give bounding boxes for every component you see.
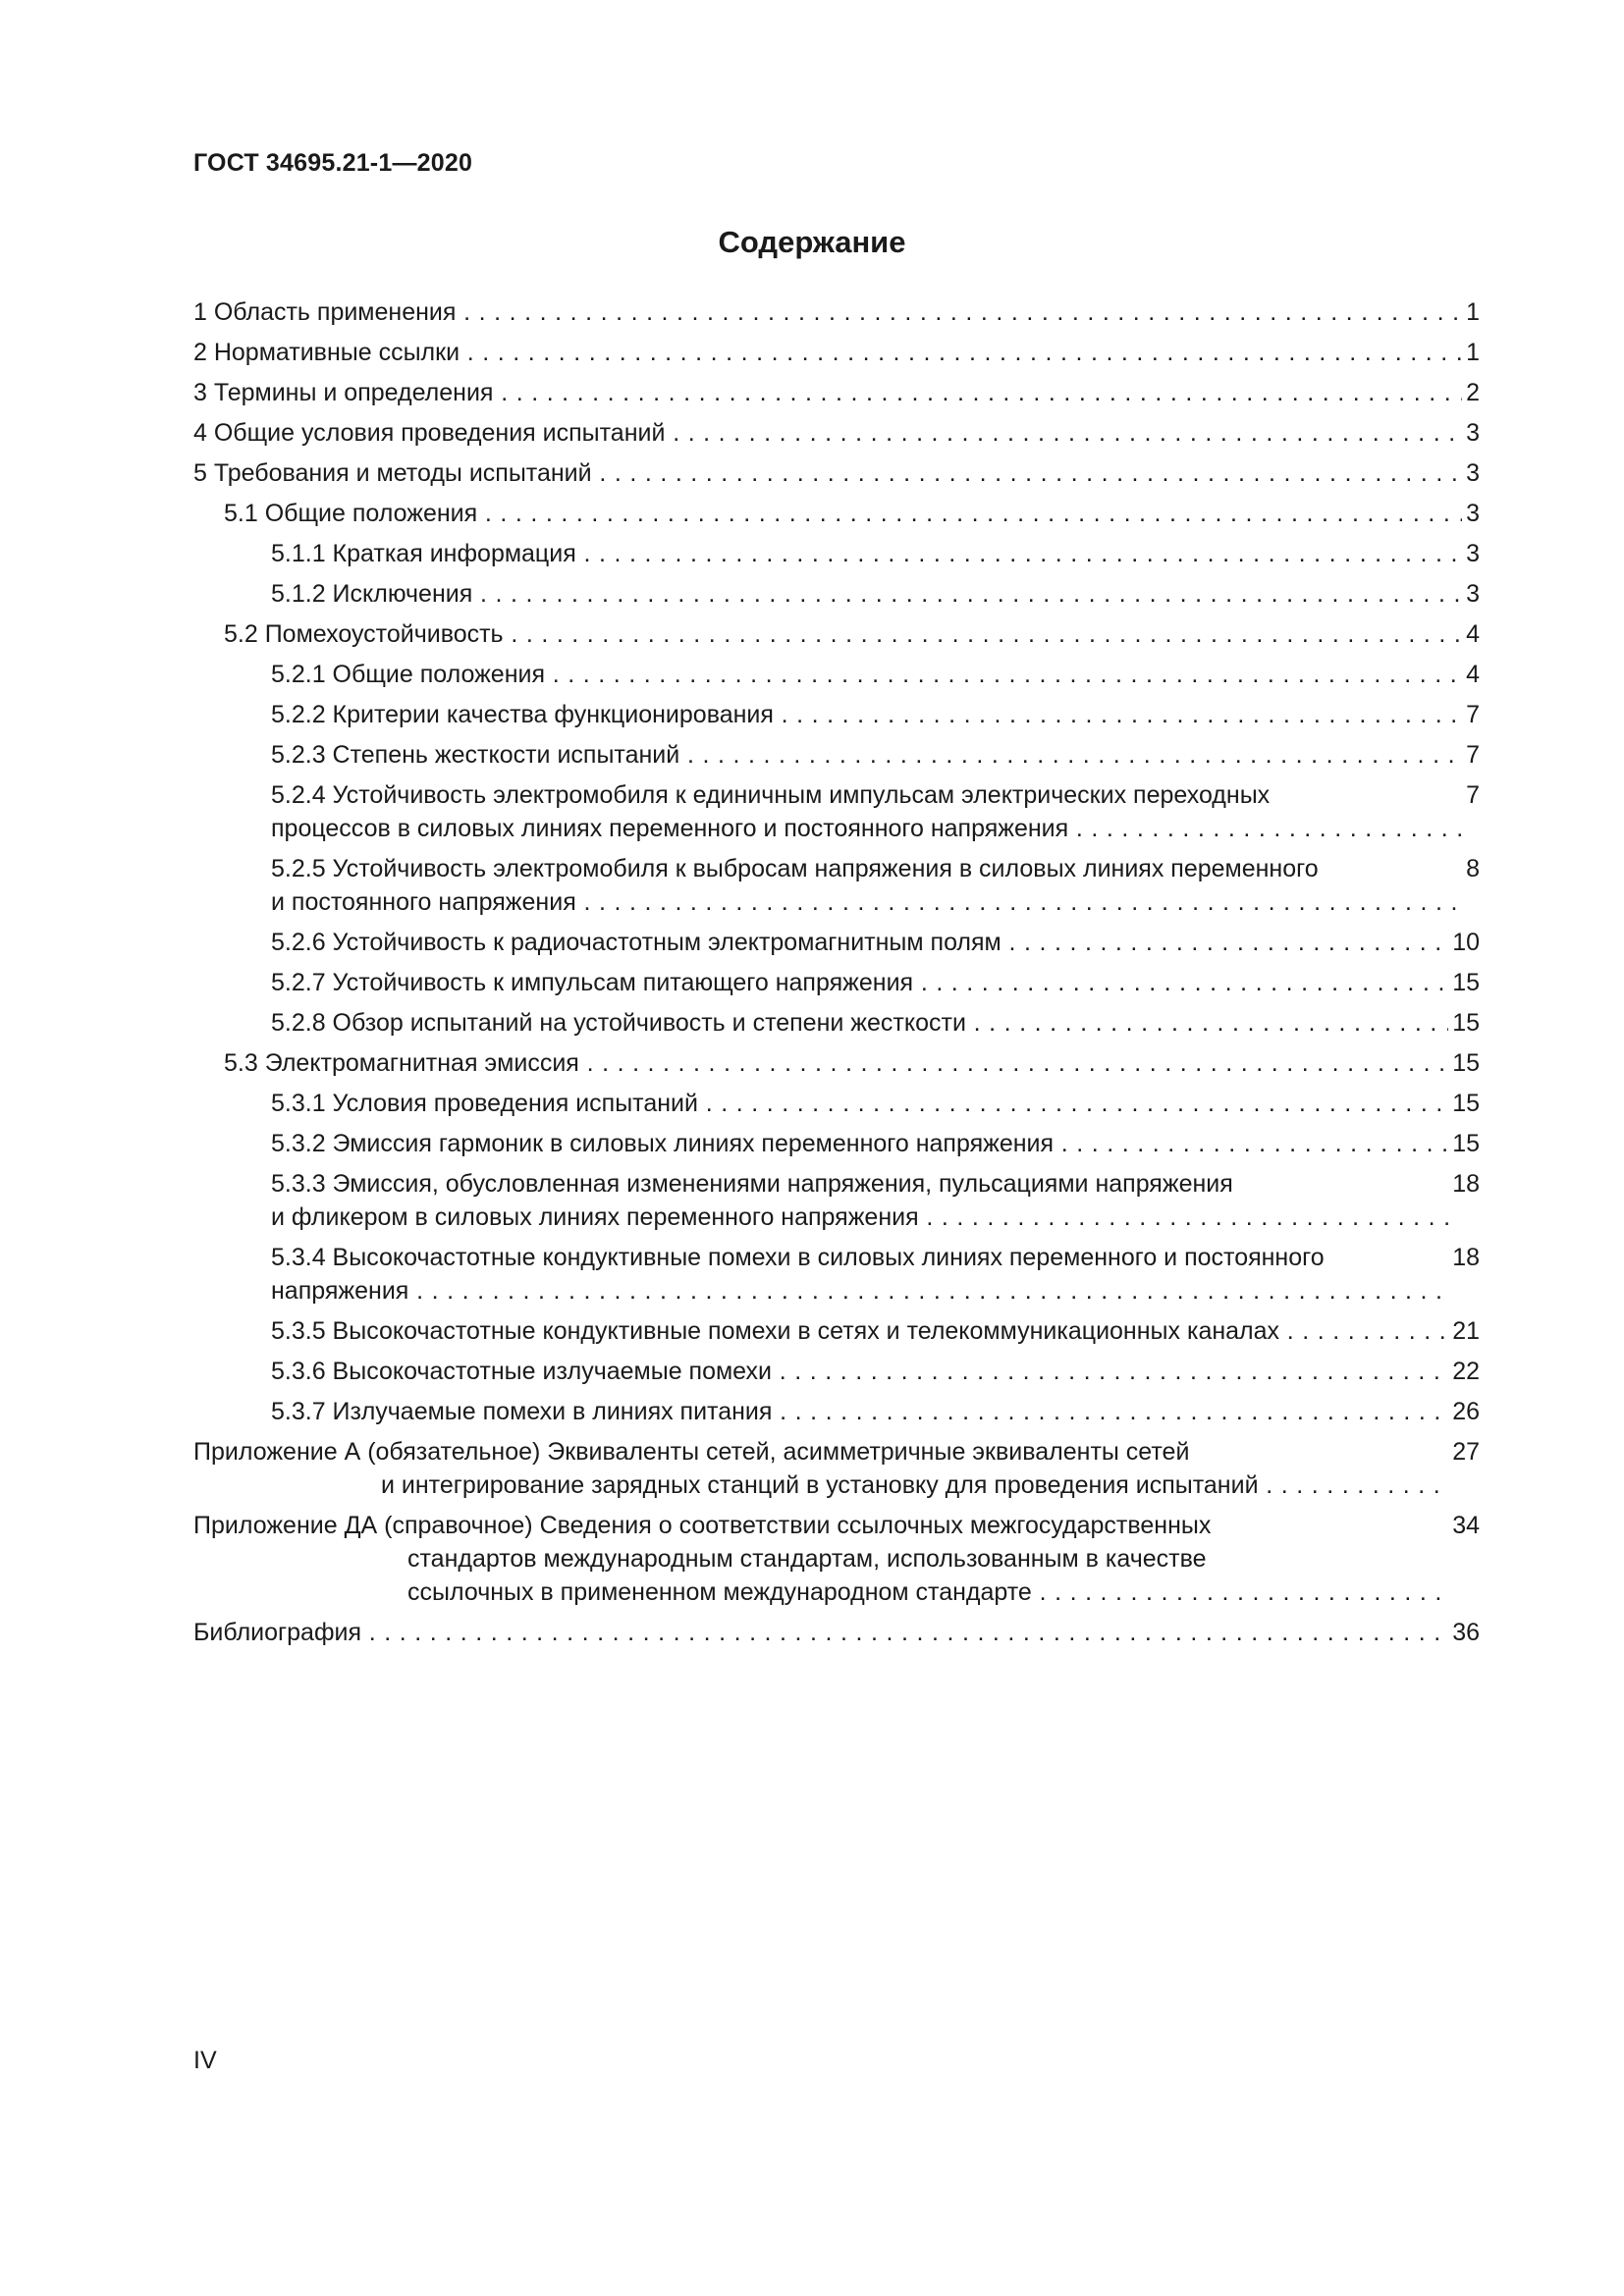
toc-entry-page: 26 — [1452, 1398, 1480, 1425]
toc-entry-page: 22 — [1452, 1358, 1480, 1385]
toc-entry[interactable] — [193, 1087, 1480, 1120]
toc-entry-title: 5.3.6 Высокочастотные излучаемые помехи . . . — [271, 1355, 1448, 1388]
toc-entry-page: 7 — [1466, 781, 1480, 809]
toc-entry[interactable] — [193, 416, 1480, 450]
toc-entry-page: 36 — [1452, 1619, 1480, 1646]
toc-entry-page: 7 — [1466, 741, 1480, 769]
toc-entry-appendix-a[interactable] — [193, 1435, 1480, 1502]
toc-entry[interactable] — [193, 336, 1480, 369]
toc-entry[interactable] — [193, 658, 1480, 691]
toc-entry-line: 5.2.4 Устойчивость электромобиля к единичным импульсам электрических переходных — [271, 781, 1271, 809]
toc-entry-page: 15 — [1452, 1090, 1480, 1117]
toc-entry[interactable] — [193, 1314, 1480, 1348]
toc-entry[interactable] — [193, 1355, 1480, 1388]
toc-entry-page: 2 — [1466, 379, 1480, 406]
toc-entry-page: 3 — [1466, 580, 1480, 608]
toc-entry-line: и интегрирование зарядных станций в установку для проведения испытаний . . . — [193, 1468, 1448, 1502]
toc-entry-title: 5.1.2 Исключения . . . — [271, 577, 1462, 611]
toc-entry-title: 1 Область применения . . . — [193, 295, 1462, 329]
toc-entry[interactable] — [193, 497, 1480, 530]
toc-entry-title: Библиография . . . — [193, 1616, 1448, 1649]
toc-entry-title: 5.3.5 Высокочастотные кондуктивные помехи в сетях и телекоммуникационных каналах . . . — [271, 1314, 1448, 1348]
toc-entry-page: 3 — [1466, 500, 1480, 527]
toc-entry[interactable] — [193, 456, 1480, 490]
toc-entry-line: процессов в силовых линиях переменного и постоянного напряжения . . . — [271, 812, 1462, 845]
toc-entry-page: 21 — [1452, 1317, 1480, 1345]
toc-entry-title — [193, 1509, 1448, 1609]
toc-entry[interactable] — [193, 1395, 1480, 1428]
page-title: Содержание — [718, 225, 906, 259]
toc-entry-title: 2 Нормативные ссылки . . . — [193, 336, 1462, 369]
toc-entry-page: 1 — [1466, 339, 1480, 366]
toc-entry-title — [271, 778, 1462, 845]
table-of-contents — [193, 295, 1480, 1656]
toc-entry-title: 5.1.1 Краткая информация . . . — [271, 537, 1462, 570]
toc-entry-title: 5.2.8 Обзор испытаний на устойчивость и степени жесткости . . . — [271, 1006, 1448, 1040]
toc-entry-page: 34 — [1452, 1512, 1480, 1539]
toc-entry-page: 3 — [1466, 459, 1480, 487]
toc-entry-title — [271, 1241, 1448, 1308]
toc-entry-appendix-da[interactable] — [193, 1509, 1480, 1609]
toc-entry[interactable] — [193, 738, 1480, 772]
toc-entry-title: 4 Общие условия проведения испытаний . . . — [193, 416, 1462, 450]
toc-entry-title: 3 Термины и определения . . . — [193, 376, 1462, 409]
page-number: IV — [193, 2047, 217, 2074]
toc-entry-title: 5.3.1 Условия проведения испытаний . . . — [271, 1087, 1448, 1120]
toc-entry-page: 3 — [1466, 540, 1480, 567]
toc-entry-line: и постоянного напряжения . . . — [271, 885, 1462, 919]
toc-entry[interactable] — [193, 852, 1480, 919]
toc-entry[interactable] — [193, 966, 1480, 999]
toc-entry[interactable] — [193, 617, 1480, 651]
toc-entry[interactable] — [193, 1167, 1480, 1234]
toc-entry-page: 15 — [1452, 969, 1480, 996]
toc-entry[interactable] — [193, 926, 1480, 959]
toc-entry-title: 5.1 Общие положения . . . — [224, 497, 1462, 530]
toc-entry-title: 5.3.7 Излучаемые помехи в линиях питания . . . — [271, 1395, 1448, 1428]
toc-entry-page: 18 — [1452, 1170, 1480, 1198]
toc-entry-line: и фликером в силовых линиях переменного напряжения . . . — [271, 1201, 1448, 1234]
toc-entry-line: 5.3.4 Высокочастотные кондуктивные помехи в силовых линиях переменного и постоянного — [271, 1244, 1325, 1271]
toc-entry[interactable] — [193, 698, 1480, 731]
toc-entry-line: напряжения . . . — [271, 1274, 1448, 1308]
toc-entry-page: 15 — [1452, 1049, 1480, 1077]
toc-entry-title: 5.2 Помехоустойчивость . . . — [224, 617, 1462, 651]
toc-entry-title: 5.2.1 Общие положения . . . — [271, 658, 1462, 691]
toc-entry-title: 5.2.2 Критерии качества функционирования . . . — [271, 698, 1462, 731]
toc-entry-line: Приложение А (обязательное) Эквиваленты сетей, асимметричные эквиваленты сетей — [193, 1438, 1190, 1466]
toc-entry-page: 15 — [1452, 1009, 1480, 1037]
toc-entry-line: Приложение ДА (справочное) Сведения о соответствии ссылочных межгосударственных — [193, 1512, 1212, 1539]
toc-entry-title: 5.2.3 Степень жесткости испытаний . . . — [271, 738, 1462, 772]
standard-id: ГОСТ 34695.21-1—2020 — [193, 149, 473, 177]
toc-entry[interactable] — [193, 778, 1480, 845]
toc-entry-bibliography[interactable] — [193, 1616, 1480, 1649]
toc-entry-page: 7 — [1466, 701, 1480, 728]
toc-entry-line: 5.3.3 Эмиссия, обусловленная изменениями напряжения, пульсациями напряжения — [271, 1170, 1233, 1198]
toc-entry-page: 15 — [1452, 1130, 1480, 1157]
toc-entry-line: ссылочных в примененном международном стандарте . . . — [193, 1575, 1448, 1609]
toc-entry-title: 5 Требования и методы испытаний . . . — [193, 456, 1462, 490]
toc-entry-line: 5.2.5 Устойчивость электромобиля к выбросам напряжения в силовых линиях переменного — [271, 855, 1319, 882]
toc-entry-page: 4 — [1466, 661, 1480, 688]
toc-entry-title: 5.2.6 Устойчивость к радиочастотным электромагнитным полям . . . — [271, 926, 1448, 959]
toc-entry-title: 5.3 Электромагнитная эмиссия . . . — [224, 1046, 1448, 1080]
toc-entry[interactable] — [193, 577, 1480, 611]
toc-entry-title: 5.3.2 Эмиссия гармоник в силовых линиях переменного напряжения . . . — [271, 1127, 1448, 1160]
toc-entry-page: 8 — [1466, 855, 1480, 882]
toc-entry[interactable] — [193, 537, 1480, 570]
toc-entry-page: 27 — [1452, 1438, 1480, 1466]
toc-entry-page: 1 — [1466, 298, 1480, 326]
toc-entry[interactable] — [193, 376, 1480, 409]
toc-entry-page: 4 — [1466, 620, 1480, 648]
toc-entry[interactable] — [193, 1127, 1480, 1160]
toc-entry[interactable] — [193, 1046, 1480, 1080]
toc-entry-page: 10 — [1452, 929, 1480, 956]
toc-entry[interactable] — [193, 1241, 1480, 1308]
toc-entry[interactable] — [193, 295, 1480, 329]
toc-entry-page: 18 — [1452, 1244, 1480, 1271]
toc-entry-title — [271, 1167, 1448, 1234]
toc-entry-title — [193, 1435, 1448, 1502]
toc-entry-title — [271, 852, 1462, 919]
toc-entry[interactable] — [193, 1006, 1480, 1040]
toc-entry-title: 5.2.7 Устойчивость к импульсам питающего напряжения . . . — [271, 966, 1448, 999]
toc-entry-line: стандартов международным стандартам, использованным в качестве — [407, 1545, 1207, 1573]
toc-entry-page: 3 — [1466, 419, 1480, 447]
